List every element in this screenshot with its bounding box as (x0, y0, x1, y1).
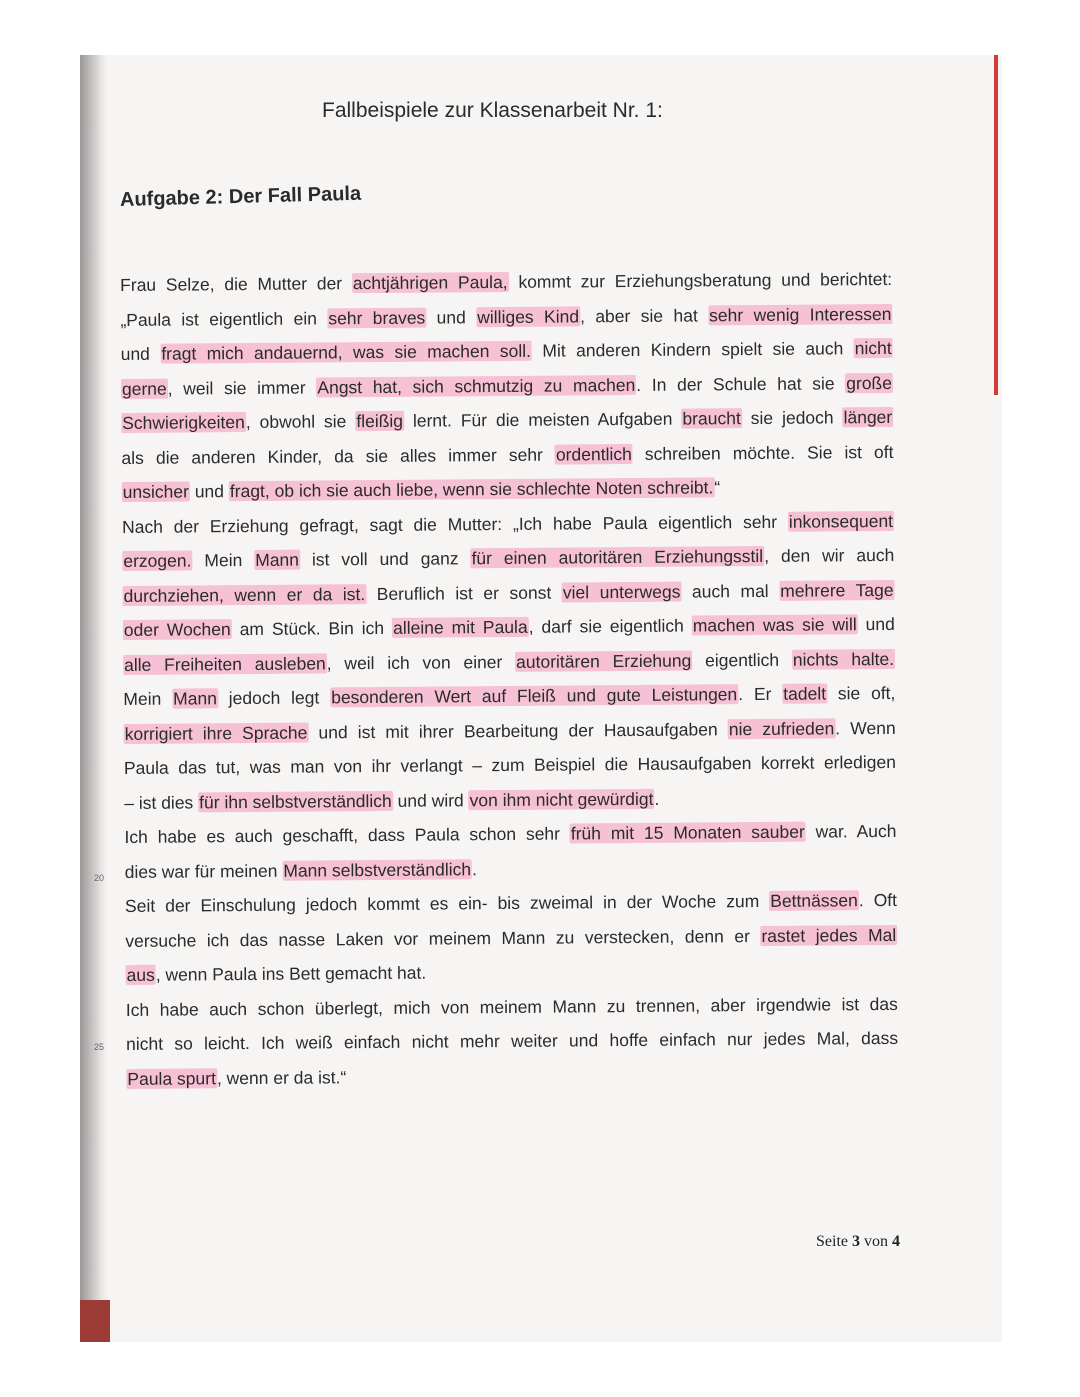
text-segment: . Er (738, 683, 783, 705)
text-line (120, 262, 892, 303)
highlighted-phrase: Angst hat, sich schmutzig zu machen (317, 374, 636, 397)
text-line (123, 676, 895, 717)
highlighted-phrase: aus (126, 964, 155, 985)
text-segment: Mein (123, 688, 173, 709)
highlighted-phrase: nichts halte. (792, 648, 895, 670)
text-segment: lernt. Für die meisten Aufgaben (403, 408, 682, 431)
highlighted-phrase: gerne (121, 378, 167, 399)
text-segment: Mit anderen Kindern spielt sie auch (531, 338, 854, 361)
highlighted-phrase: mehrere Tage (780, 579, 894, 601)
text-segment: Ich habe es auch geschafft, dass Paula schon sehr (124, 823, 570, 847)
text-segment: und wird (392, 789, 469, 811)
document-page (80, 55, 1002, 1342)
highlighted-phrase: Paula spurt (127, 1067, 216, 1089)
page-number-prefix: Seite (816, 1233, 848, 1250)
highlighted-phrase: nicht (854, 337, 892, 359)
highlighted-phrase: korrigiert ihre Sprache (124, 722, 308, 744)
binding-shadow (80, 55, 108, 1342)
highlighted-phrase: sehr braves (328, 307, 426, 328)
text-segment: nicht so leicht. Ich weiß einfach nicht mehr weiter und hoffe einfach nur jedes Mal, dass (126, 1027, 899, 1054)
text-segment: “ (714, 477, 721, 498)
text-segment: dies war für meinen (124, 860, 283, 882)
highlighted-phrase: williges Kind (477, 305, 580, 327)
text-segment: schreiben möchte. Sie ist oft (632, 441, 894, 464)
text-segment: kommt zur Erziehungsberatung und berichtet: (508, 268, 893, 292)
page-number-current: 3 (852, 1233, 860, 1250)
text-line (124, 745, 896, 786)
page-number (816, 1233, 900, 1251)
highlighted-phrase: Schwierigkeiten (122, 412, 245, 433)
highlighted-phrase: fragt, ob ich sie auch liebe, wenn sie schlechte Noten schreibt. (229, 477, 714, 502)
highlighted-phrase: Mann (255, 549, 300, 570)
margin-line-number: 25 (94, 1042, 105, 1052)
highlighted-phrase: braucht (682, 408, 741, 429)
highlighted-phrase: tadelt (783, 683, 827, 704)
highlighted-phrase: machen was sie will (692, 614, 857, 636)
text-segment: , aber sie hat (579, 304, 709, 326)
highlighted-phrase: erzogen. (123, 550, 192, 571)
highlighted-phrase: fragt mich andauernd, was sie machen soll. (161, 340, 532, 364)
text-segment: eigentlich (692, 649, 792, 671)
text-line (125, 883, 897, 924)
document-title: Fallbeispiele zur Klassenarbeit Nr. 1: (322, 99, 663, 122)
text-line (126, 1021, 898, 1062)
text-segment: , weil ich von einer (326, 651, 516, 673)
text-segment: am Stück. Bin ich (231, 617, 393, 640)
text-segment: „Paula ist eigentlich ein (120, 307, 328, 330)
highlighted-phrase: fleißig (356, 410, 404, 432)
text-segment: . In der Schule hat sie (636, 372, 846, 395)
text-line (126, 1055, 898, 1096)
margin-line-number: 20 (94, 873, 105, 883)
highlighted-phrase: länger (843, 406, 893, 428)
text-segment: . (471, 858, 477, 879)
highlighted-phrase: autoritären Erziehung (516, 650, 692, 672)
text-segment: , wenn Paula ins Bett gemacht hat. (155, 962, 427, 985)
highlighted-phrase: nie zufrieden (728, 717, 835, 739)
highlighted-phrase: Bettnässen (770, 890, 858, 911)
page-number-middle: von (864, 1233, 888, 1250)
text-segment: und (857, 613, 895, 635)
text-segment: Seit der Einschulung jedoch kommt es ein- bis zweimal in der Woche zum (124, 890, 770, 916)
highlighted-phrase: inkonsequent (788, 510, 894, 532)
text-segment: sie oft, (826, 682, 896, 704)
text-segment: versuche ich das nasse Laken vor meinem Mann zu verstecken, denn er (125, 925, 761, 951)
text-segment: Beruflich ist er sonst (366, 582, 562, 604)
highlighted-phrase: oder Wochen (123, 619, 231, 640)
highlighted-phrase: für ihn selbstverständlich (199, 790, 392, 812)
highlighted-phrase: durchziehen, wenn er da ist. (123, 583, 366, 606)
text-segment: . Wenn (835, 717, 896, 738)
highlighted-phrase: Mann (173, 688, 217, 709)
text-segment: als die anderen Kinder, da sie alles immer sehr (121, 444, 555, 468)
text-line (124, 814, 896, 855)
text-segment: sie jedoch (741, 407, 843, 429)
text-segment: , darf sie eigentlich (528, 615, 692, 637)
text-segment: Mein (192, 549, 255, 571)
text-segment: , weil sie immer (167, 376, 317, 399)
highlighted-phrase: sehr wenig Interessen (709, 303, 892, 325)
text-line (123, 607, 895, 648)
text-segment: , wenn er da ist.“ (216, 1066, 347, 1088)
highlighted-phrase: Mann selbstverständlich (283, 858, 472, 881)
text-line (125, 917, 897, 958)
text-segment: und (120, 343, 161, 364)
text-segment: – ist dies (124, 791, 199, 813)
text-line (121, 400, 893, 441)
page-number-total: 4 (892, 1233, 900, 1250)
text-segment: ist voll und ganz (299, 548, 471, 570)
text-segment: auch mal (681, 580, 780, 602)
task-heading: Aufgabe 2: Der Fall Paula (119, 182, 362, 211)
page-edge-marker (994, 55, 998, 395)
text-segment: jedoch legt (217, 687, 331, 709)
text-segment: Paula das tut, was man von ihr verlangt – zum Beispiel die Hausaufgaben korrekt erledigen (123, 751, 896, 778)
highlighted-phrase: viel unterwegs (562, 581, 681, 603)
highlighted-phrase: früh mit 15 Monaten sauber (570, 821, 805, 844)
highlighted-phrase: besonderen Wert auf Fleiß und gute Leistungen (331, 684, 738, 708)
text-segment: , den wir auch (764, 544, 895, 566)
highlighted-phrase: alleine mit Paula (392, 616, 528, 638)
highlighted-phrase: rastet jedes Mal (761, 924, 897, 946)
highlighted-phrase: unsicher (122, 481, 189, 502)
binding-edge (80, 1300, 110, 1342)
text-segment: Ich habe auch schon überlegt, mich von meinem Mann zu trennen, aber irgendwie ist das (125, 993, 898, 1020)
text-line (121, 331, 893, 372)
highlighted-phrase: ordentlich (555, 443, 632, 465)
highlighted-phrase: achtjährigen Paula, (352, 271, 508, 294)
highlighted-phrase: für einen autoritären Erziehungsstil (471, 545, 764, 569)
highlighted-phrase: von ihm nicht gewürdigt (469, 788, 654, 810)
case-text (120, 262, 898, 1096)
text-line (121, 434, 893, 475)
text-segment: war. Auch (805, 820, 897, 842)
text-segment: und (426, 306, 477, 328)
highlighted-phrase: große (846, 372, 893, 393)
text-segment: . (654, 788, 660, 809)
text-segment: Nach der Erziehung gefragt, sagt die Mutter: „Ich habe Paula eigentlich sehr (121, 511, 788, 537)
highlighted-phrase: alle Freiheiten ausleben (124, 652, 326, 675)
text-segment: und ist mit ihrer Bearbeitung der Hausaufgaben (308, 718, 728, 743)
text-line (122, 538, 894, 579)
text-segment: Frau Selze, die Mutter der (120, 273, 352, 295)
text-segment: . Oft (858, 889, 898, 911)
text-segment: , obwohl sie (245, 411, 356, 433)
text-segment: und (189, 481, 229, 502)
